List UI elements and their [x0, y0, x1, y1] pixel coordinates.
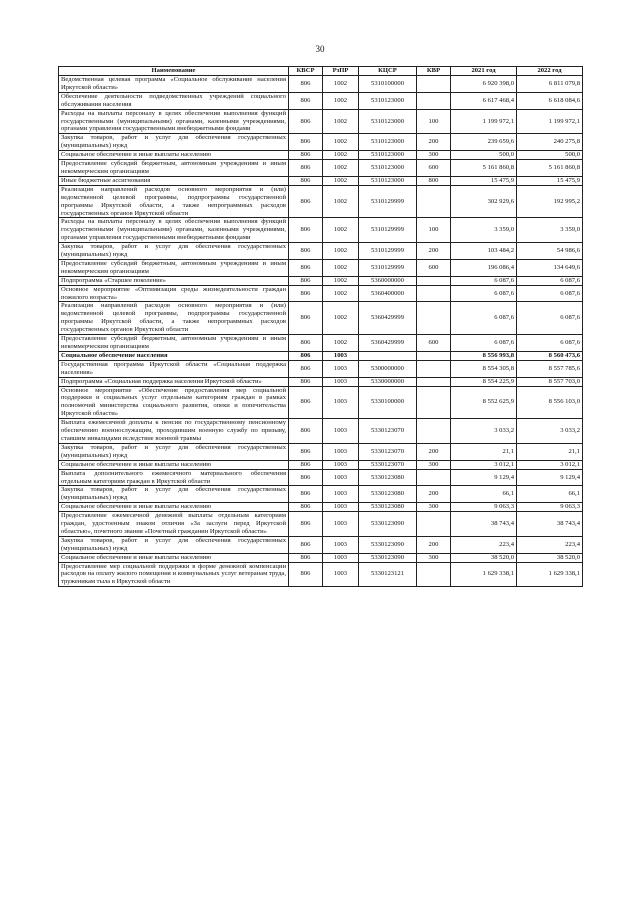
cell-2022: 3 359,0 [517, 218, 583, 243]
cell-2021: 239 659,6 [451, 134, 517, 151]
cell-2021: 38 743,4 [451, 512, 517, 537]
cell-kvsr: 806 [289, 419, 323, 444]
cell-kcsr: 5310123000 [359, 176, 417, 185]
table-row [59, 562, 583, 587]
table-row [59, 134, 583, 151]
cell-2022: 6 618 084,6 [517, 92, 583, 109]
table-row [59, 419, 583, 444]
cell-rzpr: 1002 [323, 259, 359, 276]
cell-kvsr: 806 [289, 351, 323, 360]
cell-2021: 15 475,9 [451, 176, 517, 185]
cell-kcsr: 5360429999 [359, 335, 417, 352]
cell-name: Ведомственная целевая программа «Социальное обслуживание населения Иркутской области» [59, 76, 289, 93]
cell-kvsr: 806 [289, 443, 323, 460]
table-row [59, 160, 583, 177]
table-row [59, 218, 583, 243]
cell-kvr [417, 76, 451, 93]
cell-name: Выплата дополнительного ежемесячного материального обеспечения отдельным категориям граждан в Иркутской области [59, 469, 289, 486]
cell-2022: 38 520,0 [517, 553, 583, 562]
cell-kvr [417, 360, 451, 377]
cell-kvr: 800 [417, 176, 451, 185]
cell-kvsr: 806 [289, 160, 323, 177]
cell-kcsr: 5310123000 [359, 92, 417, 109]
cell-kvr: 200 [417, 536, 451, 553]
cell-rzpr: 1002 [323, 76, 359, 93]
cell-kcsr: 5330000000 [359, 377, 417, 386]
cell-kcsr: 5330123090 [359, 553, 417, 562]
cell-kvsr: 806 [289, 92, 323, 109]
table-row [59, 536, 583, 553]
table-row [59, 553, 583, 562]
cell-2021: 302 929,6 [451, 185, 517, 218]
cell-kvr [417, 562, 451, 587]
cell-kvsr: 806 [289, 562, 323, 587]
cell-kvsr: 806 [289, 134, 323, 151]
cell-kvsr: 806 [289, 243, 323, 260]
cell-name: Основное мероприятие «Оптимизация среды жизнедеятельности граждан пожилого возраста» [59, 285, 289, 302]
cell-name: Предоставление мер социальной поддержки в форме денежной компенсации расходов на оплату жилого помещения и коммунальных услуг ветеранам труда, труженикам тыла в Иркутской области [59, 562, 289, 587]
cell-rzpr: 1002 [323, 109, 359, 134]
cell-kvsr: 806 [289, 536, 323, 553]
cell-2022: 240 275,8 [517, 134, 583, 151]
cell-2021: 9 063,3 [451, 503, 517, 512]
cell-name: Закупка товаров, работ и услуг для обеспечения государственных (муниципальных) нужд [59, 134, 289, 151]
header-2021: 2021 год [451, 67, 517, 76]
table-row [59, 386, 583, 419]
table-row [59, 109, 583, 134]
cell-kvsr: 806 [289, 302, 323, 335]
cell-name: Социальное обеспечение и иные выплаты населению [59, 553, 289, 562]
cell-kvsr: 806 [289, 276, 323, 285]
page-number: 30 [315, 44, 325, 54]
cell-rzpr: 1003 [323, 419, 359, 444]
cell-rzpr: 1002 [323, 151, 359, 160]
cell-kvsr: 806 [289, 76, 323, 93]
cell-kvr: 200 [417, 134, 451, 151]
cell-2022: 3 012,1 [517, 460, 583, 469]
cell-rzpr: 1003 [323, 562, 359, 587]
cell-kvr: 200 [417, 243, 451, 260]
table-row [59, 76, 583, 93]
table-row [59, 486, 583, 503]
cell-rzpr: 1003 [323, 360, 359, 377]
cell-rzpr: 1002 [323, 92, 359, 109]
cell-rzpr: 1003 [323, 512, 359, 537]
table-header-row [59, 67, 583, 76]
cell-2021: 9 129,4 [451, 469, 517, 486]
cell-2021: 223,4 [451, 536, 517, 553]
cell-kvsr: 806 [289, 486, 323, 503]
cell-rzpr: 1002 [323, 218, 359, 243]
cell-name: Государственная программа Иркутской области «Социальная поддержка населения» [59, 360, 289, 377]
cell-kvr [417, 92, 451, 109]
cell-kcsr: 5330123070 [359, 460, 417, 469]
cell-kvr: 100 [417, 218, 451, 243]
cell-kvsr: 806 [289, 109, 323, 134]
cell-name: Реализация направлений расходов основного мероприятия и (или) ведомственной целевой программы, подпрограммы государственной программы Иркутской области, а также непрограммных расходов государственных органов Иркутской области [59, 302, 289, 335]
cell-kvr [417, 512, 451, 537]
cell-2022: 6 087,6 [517, 302, 583, 335]
table-row [59, 469, 583, 486]
cell-2022: 8 557 703,0 [517, 377, 583, 386]
cell-2021: 3 359,0 [451, 218, 517, 243]
cell-kcsr: 5310123000 [359, 160, 417, 177]
cell-2022: 6 087,6 [517, 276, 583, 285]
cell-2021: 1 629 338,1 [451, 562, 517, 587]
table-row [59, 276, 583, 285]
cell-2022: 192 995,2 [517, 185, 583, 218]
cell-2022: 1 199 972,1 [517, 109, 583, 134]
cell-2021: 8 556 993,8 [451, 351, 517, 360]
cell-kcsr: 5310129999 [359, 243, 417, 260]
cell-kvr [417, 386, 451, 419]
cell-2021: 6 087,6 [451, 335, 517, 352]
cell-rzpr: 1003 [323, 553, 359, 562]
cell-kcsr: 5330123080 [359, 469, 417, 486]
cell-kcsr [359, 351, 417, 360]
cell-name: Расходы на выплаты персоналу в целях обеспечения выполнения функций государственными (муниципальными) органами, казенными учреждениями, органами управления государственными внебюджетными фондами [59, 218, 289, 243]
cell-2022: 6 811 079,8 [517, 76, 583, 93]
cell-kvsr: 806 [289, 185, 323, 218]
cell-kvsr: 806 [289, 218, 323, 243]
cell-name: Закупка товаров, работ и услуг для обеспечения государственных (муниципальных) нужд [59, 243, 289, 260]
cell-kvr [417, 469, 451, 486]
cell-kvr: 600 [417, 160, 451, 177]
cell-name: Выплата ежемесячной доплаты к пенсии по государственному пенсионному обеспечению военнослужащим, проходившим военную службу по призыву, ставшим инвалидами вследствие военной травмы [59, 419, 289, 444]
cell-kvr: 300 [417, 553, 451, 562]
cell-name: Предоставление субсидий бюджетным, автономным учреждениям и иным некоммерческим организациям [59, 259, 289, 276]
cell-kvsr: 806 [289, 503, 323, 512]
cell-2021: 21,1 [451, 443, 517, 460]
table-body [59, 76, 583, 587]
cell-rzpr: 1002 [323, 285, 359, 302]
cell-2021: 6 087,6 [451, 285, 517, 302]
cell-kvsr: 806 [289, 512, 323, 537]
cell-kvsr: 806 [289, 377, 323, 386]
cell-2022: 9 063,3 [517, 503, 583, 512]
table-row [59, 512, 583, 537]
cell-kvsr: 806 [289, 460, 323, 469]
cell-rzpr: 1003 [323, 377, 359, 386]
cell-name: Иные бюджетные ассигнования [59, 176, 289, 185]
cell-kvr [417, 285, 451, 302]
cell-kcsr: 5330123070 [359, 419, 417, 444]
cell-rzpr: 1003 [323, 536, 359, 553]
cell-kcsr: 5310123000 [359, 134, 417, 151]
cell-kvsr: 806 [289, 553, 323, 562]
table-row [59, 443, 583, 460]
cell-2022: 8 560 473,6 [517, 351, 583, 360]
cell-2022: 38 743,4 [517, 512, 583, 537]
cell-kvr: 600 [417, 335, 451, 352]
table-row [59, 335, 583, 352]
cell-2022: 3 033,2 [517, 419, 583, 444]
header-2022: 2022 год [517, 67, 583, 76]
cell-rzpr: 1003 [323, 443, 359, 460]
cell-2022: 8 557 785,6 [517, 360, 583, 377]
cell-kvr: 300 [417, 503, 451, 512]
cell-kvsr: 806 [289, 335, 323, 352]
cell-2022: 5 161 860,8 [517, 160, 583, 177]
cell-kcsr: 5330123080 [359, 503, 417, 512]
cell-kvr [417, 302, 451, 335]
table-row [59, 377, 583, 386]
cell-rzpr: 1003 [323, 460, 359, 469]
cell-2021: 1 199 972,1 [451, 109, 517, 134]
cell-rzpr: 1002 [323, 276, 359, 285]
cell-name: Закупка товаров, работ и услуг для обеспечения государственных (муниципальных) нужд [59, 536, 289, 553]
table-row [59, 351, 583, 360]
cell-name: Социальное обеспечение и иные выплаты населению [59, 460, 289, 469]
cell-kvr [417, 276, 451, 285]
cell-kvr: 300 [417, 460, 451, 469]
cell-rzpr: 1002 [323, 134, 359, 151]
cell-kvsr: 806 [289, 285, 323, 302]
header-kvr: КВР [417, 67, 451, 76]
cell-2021: 8 554 225,9 [451, 377, 517, 386]
cell-kvr: 100 [417, 109, 451, 134]
header-kcsr: КЦСР [359, 67, 417, 76]
cell-kcsr: 5310129999 [359, 218, 417, 243]
cell-kvsr: 806 [289, 386, 323, 419]
cell-kcsr: 5360429999 [359, 302, 417, 335]
cell-kcsr: 5330123121 [359, 562, 417, 587]
cell-2021: 6 617 468,4 [451, 92, 517, 109]
cell-2022: 500,0 [517, 151, 583, 160]
cell-kcsr: 5310129999 [359, 185, 417, 218]
cell-name: Предоставление ежемесячной денежной выплаты отдельным категориям граждан, удостоенным знаком отличия «За заслуги перед Иркутской областью», почетного звания «Почетный гражданин Иркутской области» [59, 512, 289, 537]
cell-kvr: 600 [417, 259, 451, 276]
cell-2021: 66,1 [451, 486, 517, 503]
cell-kcsr: 5330123090 [359, 512, 417, 537]
table-row [59, 360, 583, 377]
cell-2022: 66,1 [517, 486, 583, 503]
cell-name: Социальное обеспечение и иные выплаты населению [59, 151, 289, 160]
table-row [59, 302, 583, 335]
table-row [59, 151, 583, 160]
cell-rzpr: 1002 [323, 335, 359, 352]
cell-kcsr: 5330100000 [359, 386, 417, 419]
cell-kvr [417, 351, 451, 360]
cell-kvsr: 806 [289, 176, 323, 185]
cell-rzpr: 1002 [323, 243, 359, 260]
cell-2022: 9 129,4 [517, 469, 583, 486]
cell-name: Социальное обеспечение населения [59, 351, 289, 360]
cell-2021: 196 086,4 [451, 259, 517, 276]
cell-name: Расходы на выплаты персоналу в целях обеспечения выполнения функций государственными (муниципальными) органами, казенными учреждениями, органами управления государственными внебюджетными фондами [59, 109, 289, 134]
cell-name: Закупка товаров, работ и услуг для обеспечения государственных (муниципальных) нужд [59, 443, 289, 460]
cell-name: Подпрограмма «Старшее поколение» [59, 276, 289, 285]
cell-2021: 3 033,2 [451, 419, 517, 444]
cell-2022: 1 629 338,1 [517, 562, 583, 587]
cell-kvr [417, 377, 451, 386]
cell-rzpr: 1002 [323, 185, 359, 218]
cell-kvsr: 806 [289, 469, 323, 486]
cell-name: Предоставление субсидий бюджетным, автономным учреждениям и иным некоммерческим организациям [59, 160, 289, 177]
table-row [59, 176, 583, 185]
table-row [59, 460, 583, 469]
cell-rzpr: 1003 [323, 503, 359, 512]
cell-name: Закупка товаров, работ и услуг для обеспечения государственных (муниципальных) нужд [59, 486, 289, 503]
cell-2022: 6 087,6 [517, 335, 583, 352]
cell-2021: 500,0 [451, 151, 517, 160]
header-rzpr: РзПР [323, 67, 359, 76]
cell-rzpr: 1003 [323, 486, 359, 503]
cell-name: Предоставление субсидий бюджетным, автономным учреждениям и иным некоммерческим организациям [59, 335, 289, 352]
cell-2021: 8 554 305,8 [451, 360, 517, 377]
cell-kcsr: 5310100000 [359, 76, 417, 93]
cell-rzpr: 1003 [323, 386, 359, 419]
cell-rzpr: 1002 [323, 176, 359, 185]
cell-kcsr: 5330123080 [359, 486, 417, 503]
cell-kcsr: 5360400000 [359, 285, 417, 302]
table-row [59, 285, 583, 302]
cell-kvsr: 806 [289, 360, 323, 377]
cell-rzpr: 1002 [323, 302, 359, 335]
cell-2022: 54 986,6 [517, 243, 583, 260]
cell-name: Реализация направлений расходов основного мероприятия и (или) ведомственной целевой программы, подпрограммы государственной программы Иркутской области, а также непрограммных расходов государственных органов Иркутской области [59, 185, 289, 218]
cell-2021: 38 520,0 [451, 553, 517, 562]
budget-table [58, 66, 583, 587]
cell-name: Социальное обеспечение и иные выплаты населению [59, 503, 289, 512]
cell-2022: 21,1 [517, 443, 583, 460]
header-kvsr: КВСР [289, 67, 323, 76]
cell-2022: 8 556 103,0 [517, 386, 583, 419]
cell-rzpr: 1002 [323, 160, 359, 177]
cell-rzpr: 1003 [323, 351, 359, 360]
cell-2021: 5 161 860,8 [451, 160, 517, 177]
cell-name: Основное мероприятие «Обеспечение предоставления мер социальной поддержки и социальных услуг отдельным категориям граждан в рамках полномочий министерства социального развития, опеки и попечительства Иркутской области» [59, 386, 289, 419]
cell-kvsr: 806 [289, 259, 323, 276]
cell-2021: 8 552 625,9 [451, 386, 517, 419]
cell-kvr [417, 419, 451, 444]
table-row [59, 259, 583, 276]
header-name: Наименование [59, 67, 289, 76]
cell-kvr: 300 [417, 151, 451, 160]
cell-2022: 134 649,6 [517, 259, 583, 276]
cell-name: Подпрограмма «Социальная поддержка населения Иркутской области» [59, 377, 289, 386]
table-row [59, 243, 583, 260]
cell-2022: 223,4 [517, 536, 583, 553]
cell-2022: 6 087,6 [517, 285, 583, 302]
cell-kcsr: 5310123000 [359, 151, 417, 160]
cell-kcsr: 5300000000 [359, 360, 417, 377]
cell-2021: 6 087,6 [451, 276, 517, 285]
cell-kvr: 200 [417, 486, 451, 503]
cell-2021: 3 012,1 [451, 460, 517, 469]
cell-kcsr: 5330123090 [359, 536, 417, 553]
cell-kcsr: 5310129999 [359, 259, 417, 276]
cell-2021: 6 920 398,0 [451, 76, 517, 93]
cell-kvsr: 806 [289, 151, 323, 160]
cell-2021: 103 484,2 [451, 243, 517, 260]
cell-2021: 6 087,6 [451, 302, 517, 335]
table-row [59, 503, 583, 512]
cell-2022: 15 475,9 [517, 176, 583, 185]
cell-kcsr: 5310123000 [359, 109, 417, 134]
cell-kcsr: 5330123070 [359, 443, 417, 460]
cell-rzpr: 1003 [323, 469, 359, 486]
cell-name: Обеспечение деятельности подведомственных учреждений социального обслуживания населения [59, 92, 289, 109]
table-row [59, 92, 583, 109]
table-row [59, 185, 583, 218]
cell-kcsr: 5360000000 [359, 276, 417, 285]
cell-kvr: 200 [417, 443, 451, 460]
cell-kvr [417, 185, 451, 218]
